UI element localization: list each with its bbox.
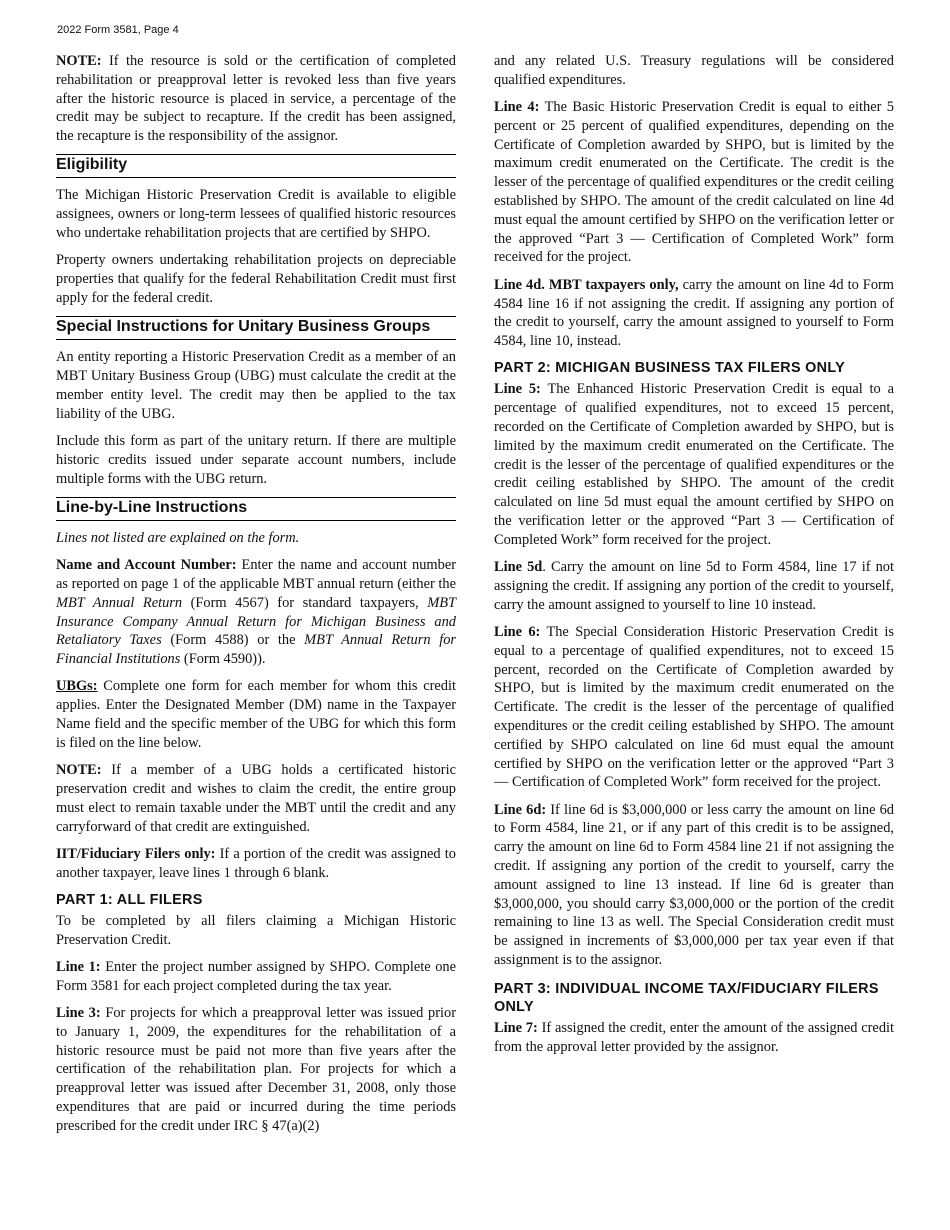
heading-eligibility: Eligibility — [56, 154, 456, 178]
part1-intro: To be completed by all filers claiming a Michigan Historic Preservation Credit. — [56, 912, 456, 948]
eligibility-p1: The Michigan Historic Preservation Credit is available to eligible assignees, owners or long-term lessees of qualified historic resources who undertake rehabilitation projects that are certified by SHPO. — [56, 187, 456, 242]
heading-unitary: Special Instructions for Unitary Business Groups — [56, 316, 456, 340]
heading-part1: PART 1: ALL FILERS — [56, 891, 203, 908]
line5d-instructions: Line 5d. Carry the amount on line 5d to Form 4584, line 17 if not assigning the credit. If assigning any portion of the credit to yourself, carry the amount assigned to yourself to line 10 instead. — [494, 559, 894, 613]
line4-instructions: Line 4: The Basic Historic Preservation Credit is equal to either 5 percent or 25 percent of qualified expenditures, depending on the Certificate of Completion awarded by SHPO, but is limited by the maximum credit enumerated on the Certificate. The credit is the lesser of the percentage of qualified expenditures or the credit ceiling established by SHPO. The amount of the credit calculated on line 4d must equal the amount certified by SHPO on the verification letter or the approved “Part 3 — Certification of Completed Work” form received for the project. — [494, 99, 895, 266]
line7-instructions: Line 7: If assigned the credit, enter the amount of the assigned credit from the approval letter provided by the assignor. — [494, 1019, 895, 1055]
right-column — [494, 52, 894, 1065]
line4d-instructions: Line 4d. MBT taxpayers only, carry the amount on line 4d to Form 4584 line 16 if not assigning the credit. If assigning any portion of the credit to yourself, carry the amount assigned to yourself to Form 4584, line 10, instead. — [494, 276, 894, 350]
eligibility-p2: Property owners undertaking rehabilitation projects on depreciable properties that qualify for the federal Rehabilitation Credit must first apply for the federal credit. — [56, 252, 456, 306]
note-recapture: NOTE: If the resource is sold or the certification of completed rehabilitation or preapproval letter is revoked less than five years after the historic resource is placed in service, a percentage of the credit may be subject to recapture. If the credit has been assigned, the recapture is the responsibility of the assignor. — [56, 53, 456, 145]
name-account-instructions: Name and Account Number: Enter the name and account number as reported on page 1 of the applicable MBT annual return (either the MBT Annual Return (Form 4567) for standard taxpayers, MBT Insurance Company Annual Return for Michigan Business and Retaliatory Taxes (Form 4588) or the MBT Annual Return for Financial Institutions (Form 4590)). — [56, 557, 456, 668]
line3-instructions: Line 3: For projects for which a preapproval letter was issued prior to January 1, 2009, the expenditures for the rehabilitation of a historic resource must be paid not more than five years after the certification of the rehabilitation plan. For projects for which a preapproval letter was issued after December 31, 2008, only those expenditures that are paid or incurred during the time periods prescribed for the credit under IRC § 47(a)(2) — [56, 1005, 457, 1134]
line3-continued: and any related U.S. Treasury regulations will be considered qualified expenditures. — [494, 53, 894, 88]
line6d-instructions: Line 6d: If line 6d is $3,000,000 or less carry the amount on line 6d to Form 4584, line 21, or if any part of this credit is to be assigned, carry the amount on line 6d to Form 4584 line 21 if not assigning the credit. If assigning any portion of the credit to yourself, carry the amount assigned to line 13 instead. If line 6d is greater than $3,000,000, you should carry $3,000,000 or the portion of the credit remaining to line 13 as well. The Special Consideration credit must be assigned in increments of $3,000,000 per tax year even if that assignment is to the assignor. — [494, 801, 895, 969]
heading-part3: PART 3: INDIVIDUAL INCOME TAX/FIDUCIARY FILERS ONLY — [494, 980, 879, 1015]
line-by-line-intro: Lines not listed are explained on the form. — [56, 529, 300, 546]
iit-fiduciary-instructions: IIT/Fiduciary Filers only: If a portion of the credit was assigned to another taxpayer, leave lines 1 through 6 blank. — [56, 845, 456, 881]
line6-instructions: Line 6: The Special Consideration Historic Preservation Credit is equal to a percentage of qualified expenditures, not to exceed 15 percent, recorded on the Certificate of Completion awarded by SHPO, but is limited by the maximum credit enumerated on the Certificate. The credit is the lesser of the percentage of qualified expenditures or the credit ceiling established by SHPO. The amount certified by SHPO calculated on line 6d must equal the amount certified by SHPO on the verification letter or the approved “Part 3 — Certification of Completed Work” form received for the project. — [494, 624, 894, 791]
unitary-p1: An entity reporting a Historic Preservation Credit as a member of an MBT Unitary Business Group (UBG) must calculate the credit at the member entity level. The credit may then be applied to the tax liability of the UBG. — [56, 349, 456, 422]
note-ubg: NOTE: If a member of a UBG holds a certificated historic preservation credit and wishes to claim the credit, the entire group must elect to remain taxable under the MBT until the credit and any carryforward of that credit are extinguished. — [56, 762, 456, 835]
line1-instructions: Line 1: Enter the project number assigned by SHPO. Complete one Form 3581 for each project completed during the tax year. — [56, 958, 456, 994]
ubgs-instructions: UBGs: Complete one form for each member for whom this credit applies. Enter the Designated Member (DM) name in the Taxpayer Name field and the specific member of the UBG for which this form is filed on the line below. — [56, 678, 456, 751]
heading-part2: PART 2: MICHIGAN BUSINESS TAX FILERS ONLY — [494, 360, 846, 377]
line5-instructions: Line 5: The Enhanced Historic Preservation Credit is equal to a percentage of qualified expenditures, not to exceed 15 percent, recorded on the Certificate of Completion awarded by SHPO, but is limited by the maximum credit enumerated on the Certificate. The credit is the lesser of the percentage of qualified expenditures or the credit ceiling established by SHPO. The amount of the credit calculated on line 5d must equal the amount certified by SHPO on the verification letter or the approved “Part 3 — Certification of Completed Work” form received for the project. — [494, 381, 894, 548]
heading-line-by-line: Line-by-Line Instructions — [56, 497, 456, 521]
left-column — [56, 52, 456, 1144]
page-header: 2022 Form 3581, Page 4 — [57, 24, 179, 36]
unitary-p2: Include this form as part of the unitary return. If there are multiple historic credits issued under separate account numbers, include multiple forms with the UBG return. — [56, 432, 456, 487]
